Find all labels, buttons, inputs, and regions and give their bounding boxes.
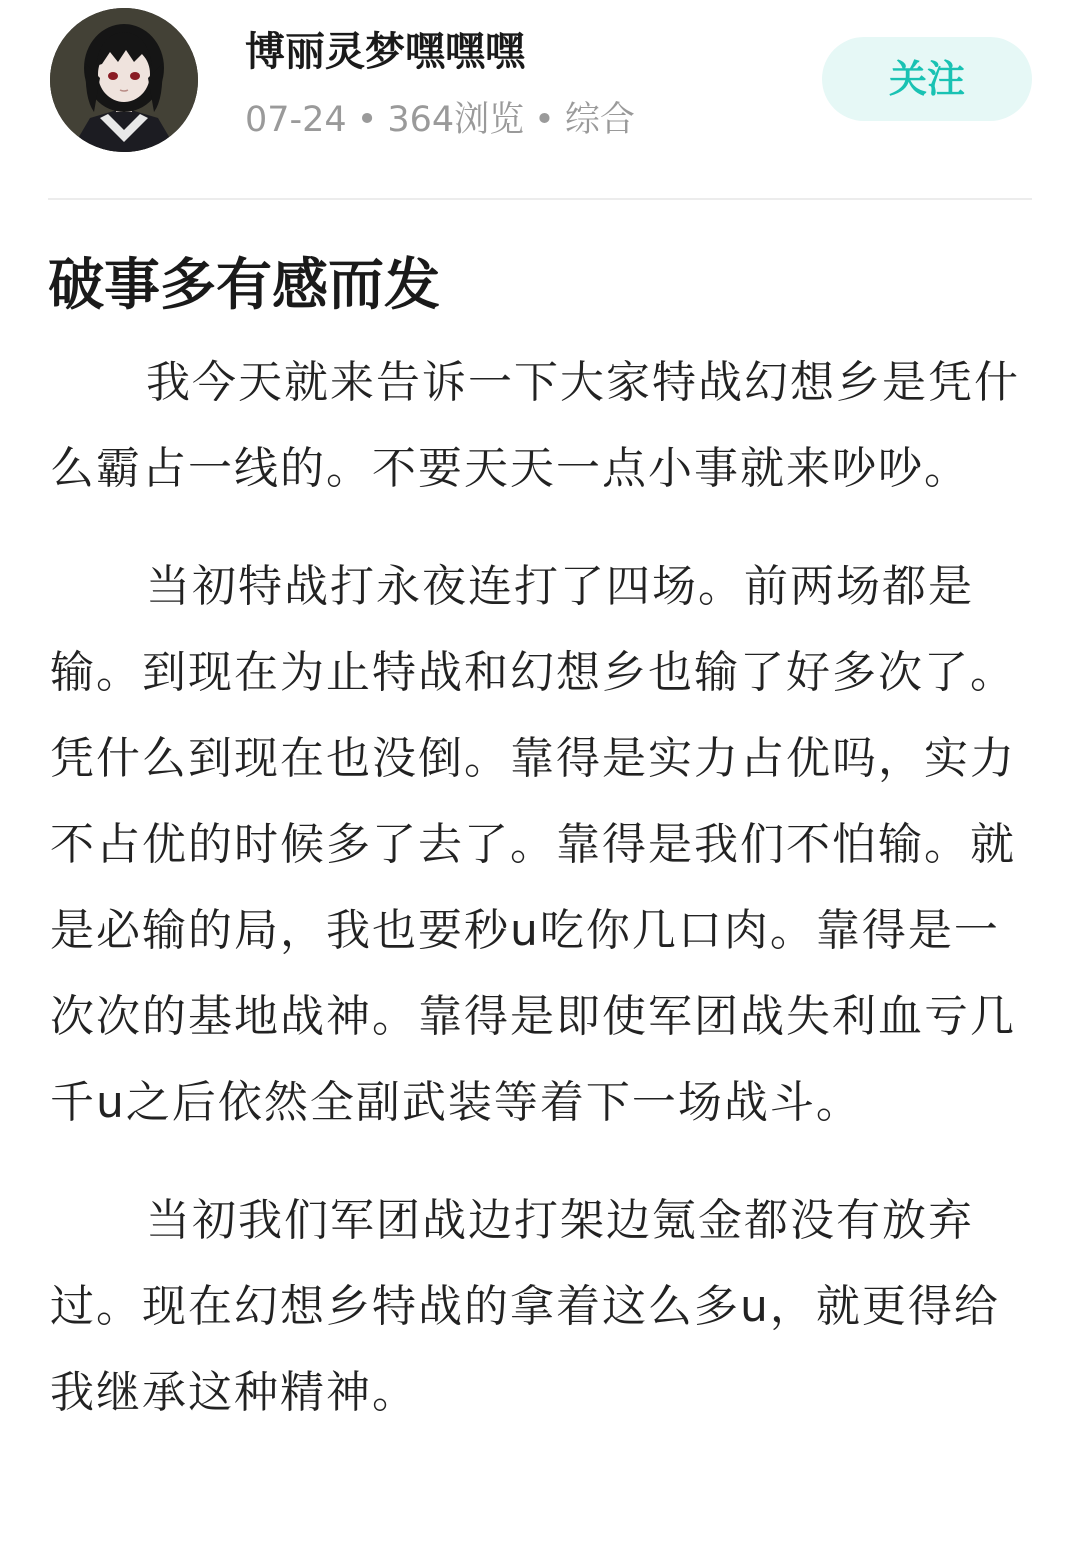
divider — [48, 198, 1032, 200]
author-name[interactable]: 博丽灵梦嘿嘿嘿 — [245, 29, 525, 75]
post-body — [50, 340, 1020, 1468]
post-views: 364浏览 — [387, 100, 525, 140]
post-category[interactable]: 综合 — [564, 100, 635, 140]
avatar[interactable] — [50, 8, 198, 152]
post-title: 破事多有感而发 — [48, 253, 440, 318]
follow-button[interactable]: 关注 — [822, 37, 1032, 121]
meta-separator: • — [356, 100, 378, 140]
post-paragraph: 我今天就来告诉一下大家特战幻想乡是凭什么霸占一线的。不要天天一点小事就来吵吵。 — [50, 357, 1020, 494]
post-date: 07-24 — [245, 100, 347, 140]
post-paragraph: 当初我们军团战边打架边氪金都没有放弃过。现在幻想乡特战的拿着这么多u，就更得给我继承这种精神。 — [50, 1195, 1000, 1418]
meta-separator: • — [534, 100, 555, 140]
post-header — [0, 0, 1080, 200]
post-meta — [245, 96, 635, 144]
avatar-anime-girl-icon — [50, 8, 198, 152]
post-paragraph: 当初特战打永夜连打了四场。前两场都是输。到现在为止特战和幻想乡也输了好多次了。凭什么到现在也没倒。靠得是实力占优吗，实力不占优的时候多了去了。靠得是我们不怕输。就是必输的局，我也要秒u吃你几口肉。靠得是一次次的基地战神。靠得是即使军团战失利血亏几千u之后依然全副武装等着下一场战斗。 — [50, 561, 1016, 1128]
